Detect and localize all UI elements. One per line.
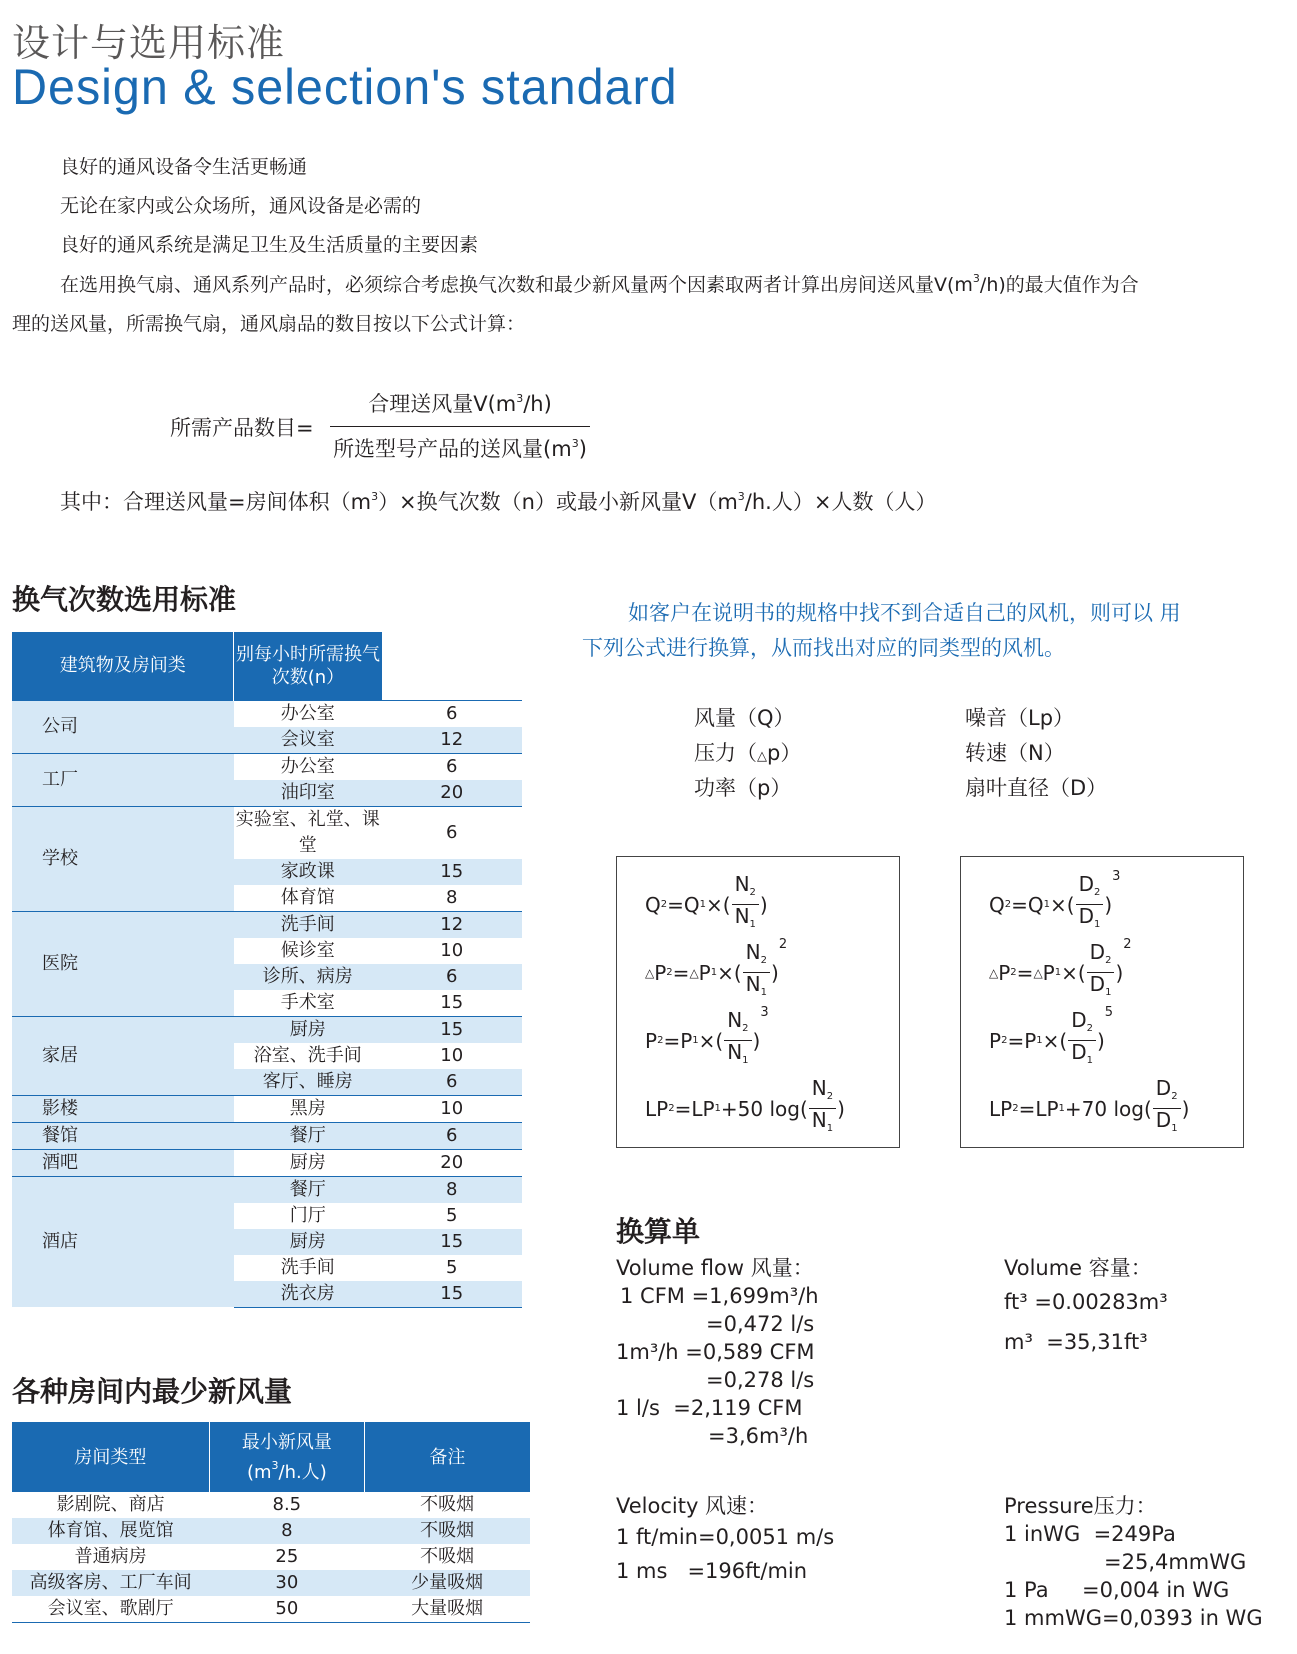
remark-cell: 少量吸烟 (364, 1570, 530, 1596)
room-cell: 实验室、礼堂、课堂 (234, 806, 382, 859)
conversion-line: 1 Pa =0,004 in WG (1004, 1578, 1230, 1602)
room-cell: 油印室 (234, 780, 382, 807)
fan-law-speed-box (616, 856, 900, 1148)
changes-cell: 6 (382, 1069, 523, 1096)
symbol-pressure: 压力（△p） (694, 741, 802, 765)
page-title-en: Design & selection's standard (12, 59, 678, 115)
conversion-line: 1 inWG =249Pa (1004, 1522, 1176, 1546)
volume-flow-heading: Volume flow 风量： (616, 1256, 814, 1280)
room-cell: 浴室、洗手间 (234, 1043, 382, 1069)
law-flow-speed: Q 2 =Q 1 ×( $N_2$ $N_1$ ) (645, 872, 768, 930)
changes-cell: 10 (382, 938, 523, 964)
group-cell: 酒店 (12, 1176, 234, 1307)
changes-cell: 6 (382, 700, 523, 727)
group-cell: 医院 (12, 911, 234, 1016)
law-pressure-speed: △ P 2 = △ P 1 ×( $N_2$ $N_1$ ) 2 (645, 937, 788, 998)
conversion-line: 1 ft/min=0,0051 m/s (616, 1525, 835, 1549)
conversion-line: 1 l/s =2,119 CFM (616, 1396, 803, 1420)
room-cell: 洗衣房 (234, 1281, 382, 1308)
fresh-air-cell: 25 (275, 1546, 299, 1567)
changes-cell: 6 (382, 964, 523, 990)
header-remarks: 备注 (364, 1422, 530, 1492)
changes-cell: 10 (382, 1095, 523, 1122)
changes-cell: 6 (382, 1122, 523, 1149)
conversion-line: =0,278 l/s (706, 1368, 815, 1392)
conversion-line: m³ =35,31ft³ (1004, 1330, 1148, 1354)
min-fresh-air-title: 各种房间内最少新风量 (12, 1375, 293, 1408)
table-row (12, 1095, 522, 1122)
table-row (12, 806, 522, 859)
fan-law-diameter-box (960, 856, 1244, 1148)
room-type-cell: 会议室、歌剧厅 (12, 1596, 209, 1623)
intro-line-1: 良好的通风设备令生活更畅通 (60, 156, 308, 178)
table-row (12, 1149, 522, 1176)
room-type-cell: 体育馆、展览馆 (12, 1518, 209, 1544)
min-fresh-air-table (12, 1422, 530, 1623)
group-cell: 家居 (12, 1016, 234, 1095)
room-type-cell: 普通病房 (74, 1546, 147, 1567)
room-cell: 餐厅 (234, 1176, 382, 1203)
table-row (12, 1518, 530, 1544)
intro-line-2: 无论在家内或公众场所，通风设备是必需的 (60, 195, 422, 217)
room-cell: 厨房 (234, 1229, 382, 1255)
min-fresh-air-body (12, 1492, 530, 1623)
intro-paragraph-line-1: 在选用换气扇、通风系列产品时，必须综合考虑换气次数和最少新风量两个因素取两者计算出房间送风量$V(m^3/h)$的最大值作为合 (60, 272, 1139, 296)
remark-cell: 不吸烟 (364, 1518, 530, 1544)
conversion-line: ft³ =0.00283m³ (1004, 1290, 1168, 1314)
header-room-type: 房间类型 (12, 1422, 209, 1492)
room-cell: 厨房 (234, 1149, 382, 1176)
formula-numerator: 合理送风量$V(m^3/h)$ (330, 388, 590, 427)
table-row (12, 911, 522, 938)
changes-cell: 5 (382, 1203, 523, 1229)
room-type-cell: 高级客房、工厂车间 (12, 1570, 209, 1596)
conversion-pressure (1004, 1492, 1263, 1632)
pressure-heading: Pressure压力： (1004, 1494, 1157, 1518)
conversion-line: =25,4mmWG (1104, 1550, 1247, 1574)
note-line-2: 下列公式进行换算，从而找出对应的同类型的风机。 (582, 636, 1065, 660)
conversion-velocity (616, 1492, 834, 1588)
conversion-line: 1 CFM =1,699m³/h (620, 1284, 819, 1308)
group-cell: 餐馆 (12, 1122, 234, 1149)
symbol-power: 功率（p） (694, 776, 792, 800)
changes-cell: 12 (382, 727, 523, 754)
room-cell: 手术室 (234, 990, 382, 1017)
room-cell: 洗手间 (234, 911, 382, 938)
air-change-table (12, 632, 522, 1308)
room-cell: 诊所、病房 (234, 964, 382, 990)
page-title-cn: 设计与选用标准 (12, 21, 286, 65)
law-flow-diameter: Q 2 =Q 1 ×( $D_2$ $D_1$ ) 3 (989, 869, 1121, 930)
changes-cell: 15 (382, 1016, 523, 1043)
header-changes: 别每小时所需换气 次数(n） (234, 632, 382, 700)
room-cell: 黑房 (234, 1095, 382, 1122)
table-row (12, 1544, 530, 1570)
changes-cell: 8 (382, 1176, 523, 1203)
changes-cell: 15 (382, 1281, 523, 1308)
note-line-1: 如客户在说明书的规格中找不到合适自己的风机，则可以 用 (628, 601, 1181, 625)
conversion-note (582, 596, 1222, 666)
changes-cell: 6 (382, 806, 523, 859)
fresh-air-cell: 50 (209, 1596, 364, 1623)
conversion-line: 1 ms =196ft/min (616, 1559, 808, 1583)
room-cell: 会议室 (234, 727, 382, 754)
room-cell: 餐厅 (234, 1122, 382, 1149)
changes-cell: 6 (382, 753, 523, 780)
symbol-diameter: 扇叶直径（D） (965, 776, 1108, 800)
formula-denominator: 所选型号产品的送风量$(m^3)$ (333, 437, 587, 461)
header-min-fresh-air: 最小新风量 ($m^3/h$.人) (209, 1422, 364, 1492)
conversion-volume-flow (616, 1254, 819, 1450)
room-cell: 办公室 (234, 753, 382, 780)
table-row (12, 1016, 522, 1043)
symbol-flow: 风量（Q） (694, 706, 795, 730)
room-cell: 门厅 (234, 1203, 382, 1229)
changes-cell: 12 (382, 911, 523, 938)
symbol-speed: 转速（N） (965, 741, 1065, 765)
law-noise-speed: LP 2 =LP 1 +50 log( $N_2$ $N_1$ ) (645, 1076, 845, 1134)
changes-cell: 15 (382, 1229, 523, 1255)
header-building: 建筑物及房间类 (12, 632, 234, 700)
table-row (12, 1570, 530, 1596)
formula-where-clause: 其中：合理送风量=房间体积$(m^3)\times$换气次数（n）或最小新风量$V(m^3/h$.人）×人数（人） (60, 490, 937, 514)
law-noise-diameter: LP 2 =LP 1 +70 log( $D_2$ $D_1$ ) (989, 1076, 1190, 1134)
room-cell: 体育馆 (234, 885, 382, 912)
group-cell: 工厂 (12, 753, 234, 806)
conversion-title: 换算单 (616, 1215, 701, 1248)
conversion-line: =0,472 l/s (706, 1312, 815, 1336)
fresh-air-cell: 30 (209, 1570, 364, 1596)
room-cell: 厨房 (234, 1016, 382, 1043)
room-cell: 洗手间 (234, 1255, 382, 1281)
changes-cell: 15 (382, 859, 523, 885)
table-row (12, 1122, 522, 1149)
fresh-air-cell: 8.5 (272, 1494, 302, 1515)
room-cell: 办公室 (234, 700, 382, 727)
table-row (12, 1492, 530, 1518)
changes-cell: 15 (382, 990, 523, 1017)
remark-cell: 不吸烟 (420, 1494, 475, 1515)
volume-heading: Volume 容量： (1004, 1256, 1152, 1280)
law-pressure-diameter: △ P 2 = △ P 1 ×( $D_2$ $D_1$ ) 2 (989, 937, 1132, 998)
room-cell: 家政课 (234, 859, 382, 885)
group-cell: 公司 (12, 700, 234, 753)
formula-fraction (330, 388, 590, 463)
symbol-noise: 噪音（Lp） (965, 706, 1075, 730)
conversion-volume (1004, 1254, 1168, 1362)
group-cell: 影楼 (12, 1095, 234, 1122)
changes-cell: 20 (382, 780, 523, 807)
table-row (12, 753, 522, 780)
room-cell: 客厅、睡房 (234, 1069, 382, 1096)
group-cell: 学校 (12, 806, 234, 911)
fresh-air-cell: 8 (209, 1518, 364, 1544)
formula-label: 所需产品数目= (170, 416, 314, 440)
changes-cell: 20 (382, 1149, 523, 1176)
remark-cell: 大量吸烟 (364, 1596, 530, 1623)
room-type-cell: 影剧院、商店 (56, 1494, 165, 1515)
conversion-line: 1m³/h =0,589 CFM (616, 1340, 815, 1364)
conversion-line: 1 mmWG=0,0393 in WG (1004, 1606, 1263, 1630)
changes-cell: 5 (382, 1255, 523, 1281)
remark-cell: 不吸烟 (420, 1546, 475, 1567)
velocity-heading: Velocity 风速： (616, 1494, 769, 1518)
table-row (12, 700, 522, 727)
group-cell: 酒吧 (12, 1149, 234, 1176)
table-row (12, 1176, 522, 1203)
changes-cell: 8 (382, 885, 523, 912)
intro-paragraph-line-2: 理的送风量，所需换气扇，通风扇品的数目按以下公式计算： (12, 313, 526, 335)
intro-line-3: 良好的通风系统是满足卫生及生活质量的主要因素 (60, 234, 479, 256)
air-change-body (12, 700, 522, 1307)
changes-cell: 10 (382, 1043, 523, 1069)
law-power-speed: P 2 =P 1 ×( $N_2$ $N_1$ ) 3 (645, 1005, 769, 1066)
conversion-line: =3,6m³/h (708, 1424, 809, 1448)
room-cell: 候诊室 (234, 938, 382, 964)
table-row (12, 1596, 530, 1623)
air-change-title: 换气次数选用标准 (12, 583, 237, 616)
law-power-diameter: P 2 =P 1 ×( $D_2$ $D_1$ ) 5 (989, 1005, 1114, 1066)
